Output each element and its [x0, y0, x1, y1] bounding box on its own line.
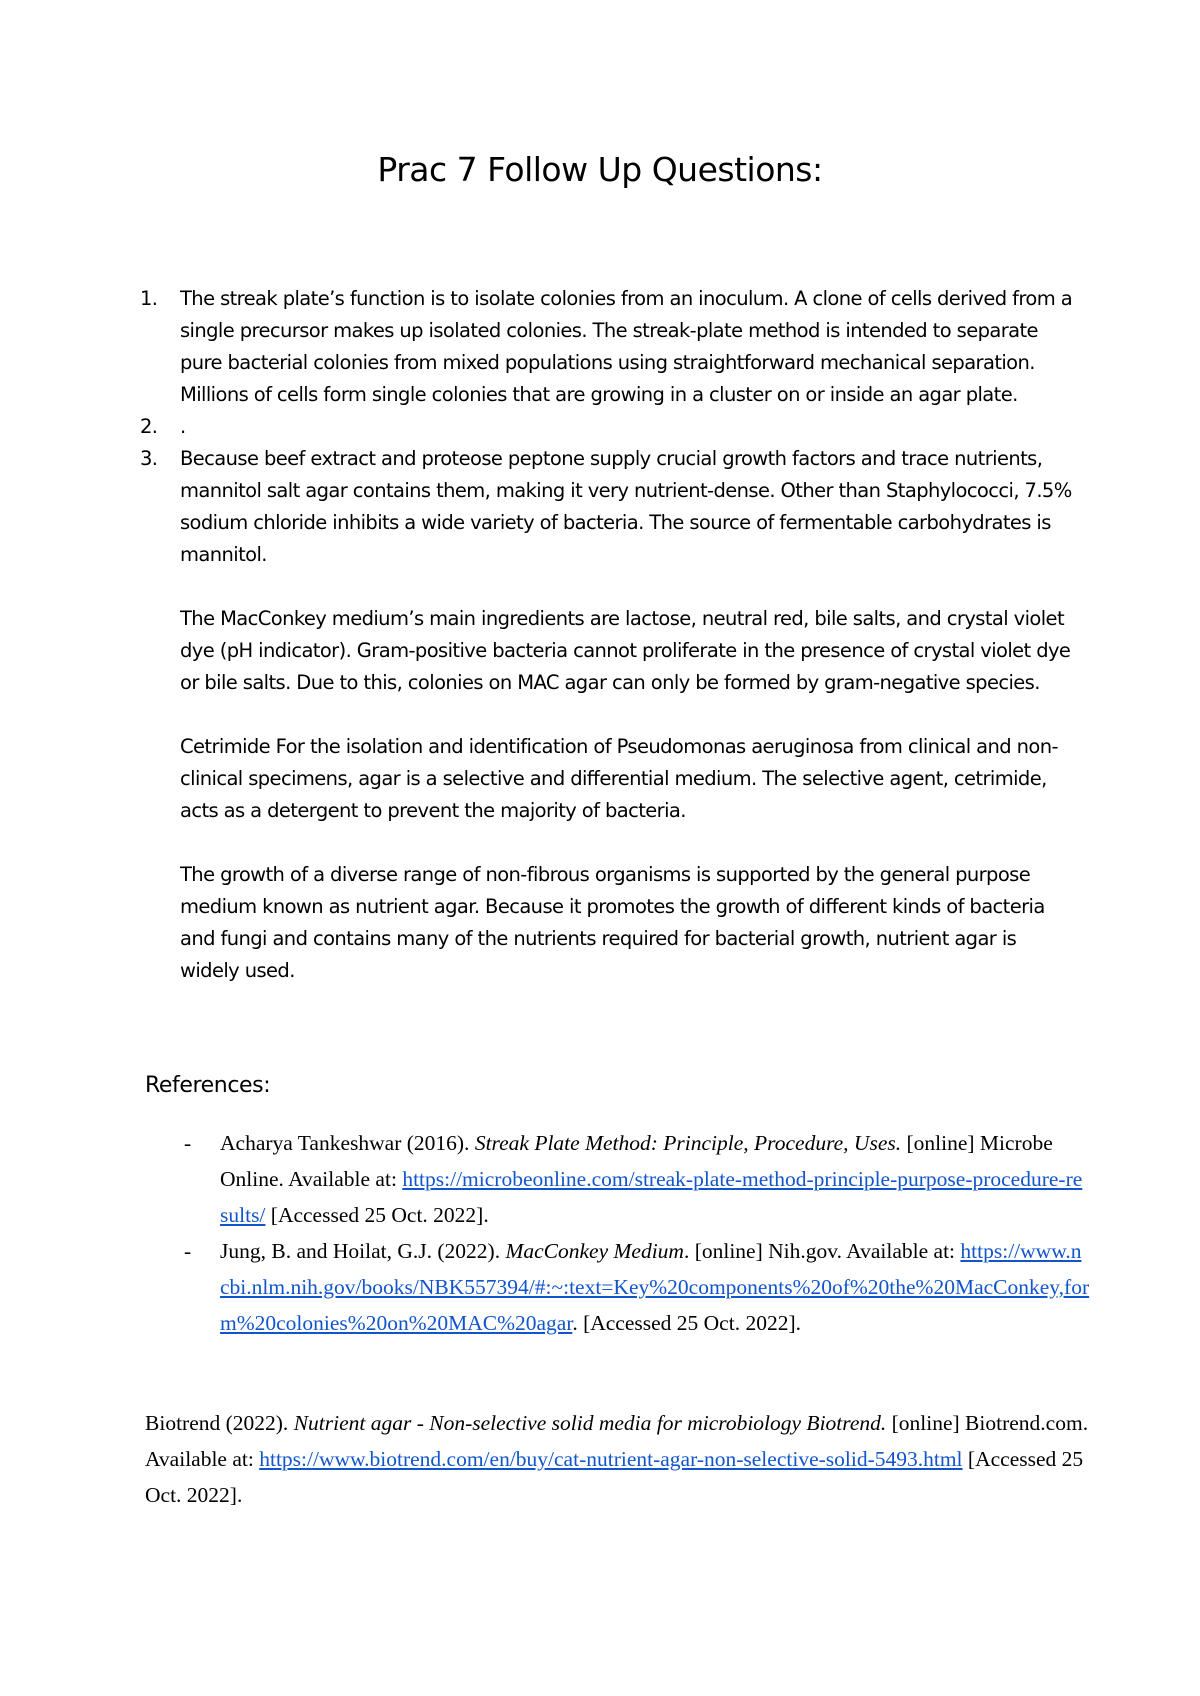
question-list — [140, 283, 1080, 987]
reference-authors: Jung, B. and Hoilat, G.J. (2022). — [220, 1239, 506, 1263]
list-dash: - — [184, 1131, 192, 1155]
reference-title: Streak Plate Method: Principle, Procedure, Uses. — [474, 1131, 902, 1155]
cetrimide-paragraph: Cetrimide For the isolation and identification of Pseudomonas aeruginosa from clinical and non-clinical specimens, agar is a selective and differential medium. The selective agent, cetrimide, acts as a detergent to prevent the majority of bacteria. — [180, 735, 1058, 822]
reference-title: MacConkey Medium — [505, 1239, 684, 1263]
page-title: Prac 7 Follow Up Questions: — [377, 150, 823, 189]
nutrient-agar-paragraph: The growth of a diverse range of non-fibrous organisms is supported by the general purpose medium known as nutrient agar. Because it promotes the growth of different kinds of bacteria and fungi and contains many of the nutrients required for bacterial growth, nutrient agar is widely used. — [180, 863, 1045, 982]
list-number: 1. — [140, 287, 158, 310]
reference-link[interactable]: https://www.biotrend.com/en/buy/cat-nutrient-agar-non-selective-solid-5493.html — [259, 1447, 963, 1471]
reference-list — [184, 1125, 1090, 1341]
reference-link[interactable]: https://www.ncbi.nlm.nih.gov/books/NBK557394/#:~:text=Key%20components%20of%20the%20MacConkey,form%20colonies%20on%20MAC%20agar — [220, 1239, 1090, 1335]
macconkey-paragraph: The MacConkey medium’s main ingredients are lactose, neutral red, bile salts, and crystal violet dye (pH indicator). Gram-positive bacteria cannot proliferate in the presence of crystal violet dye or bile salts. Due to this, colonies on MAC agar can only be formed by gram-negative species. — [180, 607, 1071, 694]
reference-source: [online] Biotrend.com. Available at: — [145, 1411, 1089, 1471]
reference-source: . [online] Nih.gov. Available at: — [683, 1239, 961, 1263]
list-dash: - — [184, 1239, 192, 1263]
references-heading: References: — [145, 1073, 271, 1098]
list-number: 3. — [140, 447, 158, 470]
list-item-question-3 — [140, 443, 1080, 987]
mannitol-salt-agar-paragraph: Because beef extract and proteose peptone supply crucial growth factors and trace nutrients, mannitol salt agar contains them, making it very nutrient-dense. Other than Staphylococci, 7.5% sodium chloride inhibits a wide variety of bacteria. The source of fermentable carbohydrates is mannitol. — [180, 447, 1072, 566]
question-2-answer: . — [180, 415, 186, 438]
list-number: 2. — [140, 415, 158, 438]
reference-authors: Acharya Tankeshwar (2016). — [220, 1131, 475, 1155]
reference-item-biotrend — [145, 1405, 1090, 1513]
reference-item-1 — [184, 1125, 1090, 1233]
reference-source: [online] Microbe Online. Available at: — [220, 1131, 1053, 1191]
list-item-question-1 — [140, 283, 1080, 411]
reference-authors: Biotrend (2022). — [145, 1411, 294, 1435]
question-1-answer: The streak plate’s function is to isolate colonies from an inoculum. A clone of cells derived from a single precursor makes up isolated colonies. The streak-plate method is intended to separate pure bacterial colonies from mixed populations using straightforward mechanical separation. Millions of cells form single colonies that are growing in a cluster on or inside an agar plate. — [180, 287, 1073, 406]
reference-item-2 — [184, 1233, 1090, 1341]
reference-accessed: [Accessed 25 Oct. 2022]. — [265, 1203, 489, 1227]
reference-link[interactable]: https://microbeonline.com/streak-plate-method-principle-purpose-procedure-results/ — [220, 1167, 1083, 1227]
list-item-question-2 — [140, 411, 1080, 443]
reference-accessed: . [Accessed 25 Oct. 2022]. — [572, 1311, 801, 1335]
reference-accessed: [Accessed 25 Oct. 2022]. — [145, 1447, 1084, 1507]
reference-title: Nutrient agar - Non-selective solid media for microbiology Biotrend. — [293, 1411, 887, 1435]
